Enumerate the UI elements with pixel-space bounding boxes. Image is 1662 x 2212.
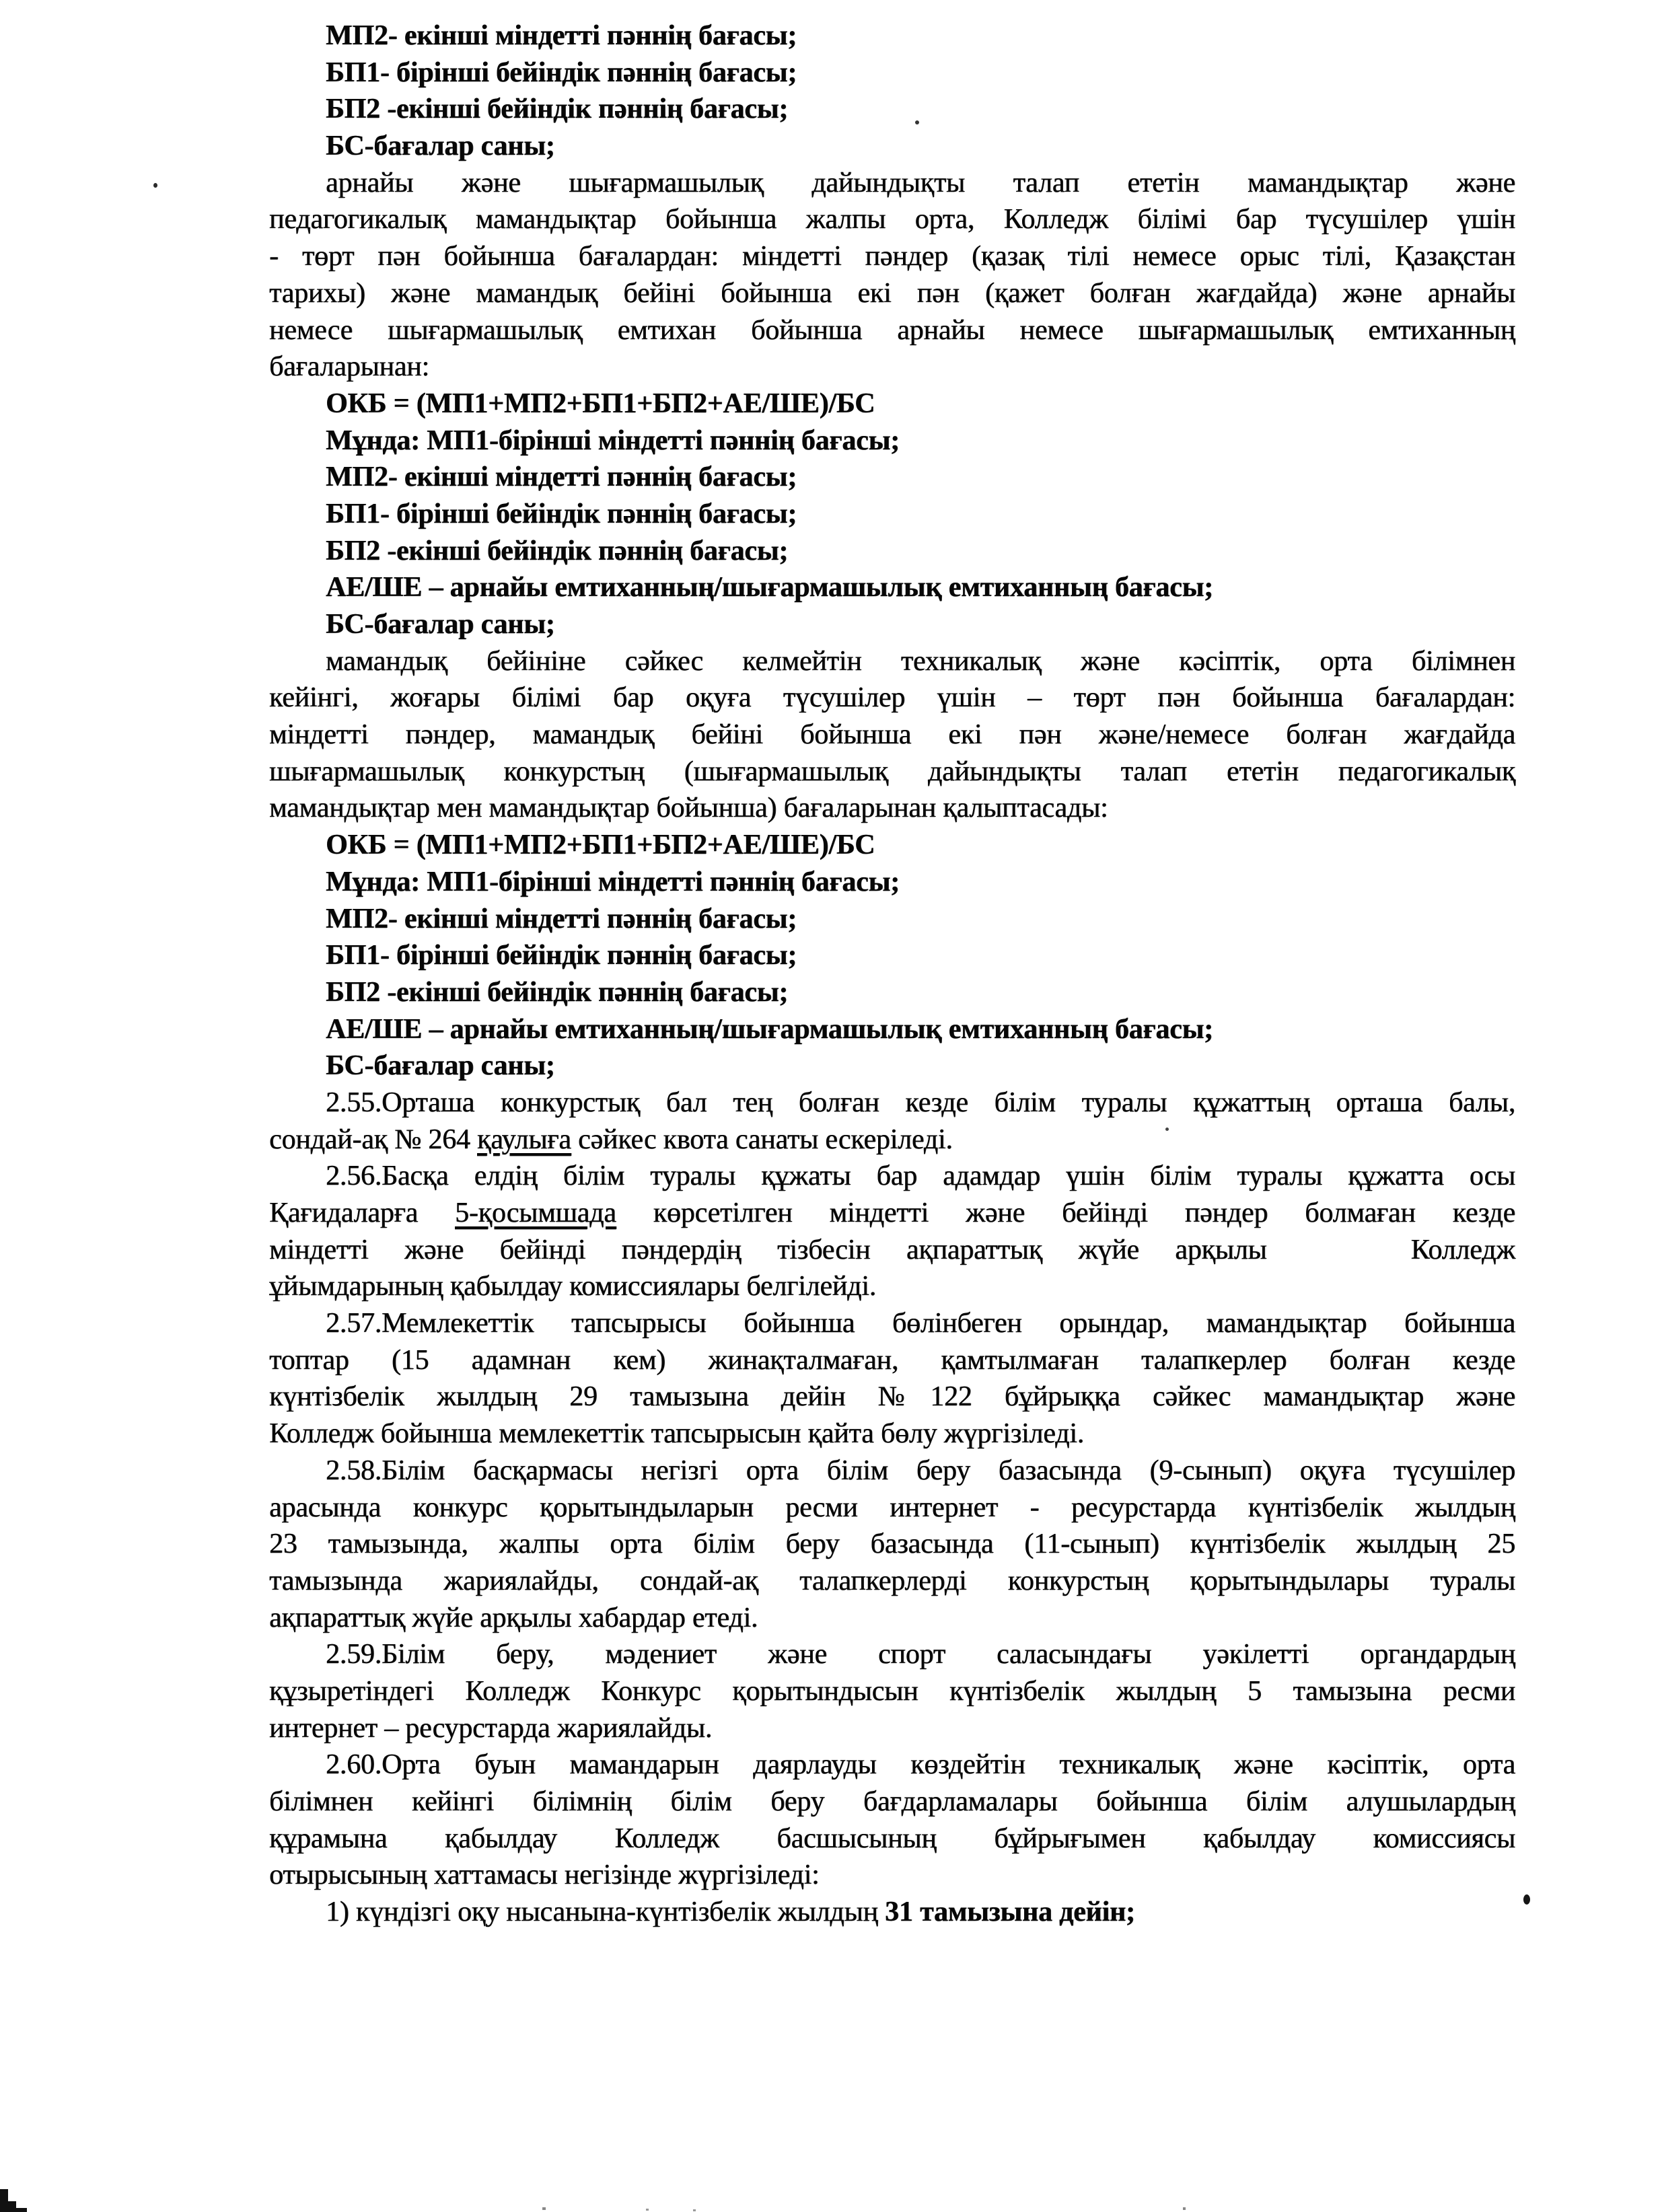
text-line — [269, 1452, 1515, 1489]
text-run: МП2- екінші міндетті пәннің бағасы; — [326, 903, 797, 934]
text-line — [269, 1526, 1515, 1563]
text-line — [269, 790, 1515, 827]
edge-speck — [646, 2209, 649, 2211]
text-line — [269, 1783, 1515, 1820]
text-run: кейінгі, жоғары білімі бар оқуға түсушілер үшін – төрт пән бойынша бағалардан: — [269, 682, 1515, 714]
text-run: ОКБ = (МП1+МП2+БП1+БП2+АЕ/ШЕ)/БС — [326, 830, 875, 861]
text-run: ұйымдарының қабылдау комиссиялары белгілейді. — [269, 1271, 876, 1302]
text-line — [269, 1195, 1515, 1232]
text-line — [269, 1011, 1515, 1048]
text-line — [269, 1489, 1515, 1526]
text-run: ақпараттық жүйе арқылы хабардар етеді. — [269, 1602, 758, 1633]
text-line — [269, 1673, 1515, 1710]
text-line — [269, 385, 1515, 422]
text-run: АЕ/ШЕ – арнайы емтиханның/шығармашылық емтиханның бағасы; — [326, 1013, 1213, 1045]
text-run: арасында конкурс қорытындыларын ресми интернет - ресурстарда күнтізбелік жылдың — [269, 1491, 1515, 1523]
text-run: 1) күндізгі оқу нысанына-күнтізбелік жылдың — [326, 1896, 886, 1928]
text-run: БП1- бірінші бейіндік пәннің бағасы; — [326, 940, 797, 971]
text-run: мамандықтар мен мамандықтар бойынша) бағаларынан қалыптасады: — [269, 792, 1108, 824]
text-line — [269, 1563, 1515, 1600]
text-run: 2.60.Орта буын мамандарын даярлауды көздейтін техникалық және кәсіптік, орта — [326, 1749, 1515, 1781]
text-line — [269, 569, 1515, 606]
corner-ink-blob — [0, 2208, 27, 2212]
text-run: БП2 -екінші бейіндік пәннің бағасы; — [326, 535, 789, 566]
text-line — [269, 165, 1515, 202]
text-run: сондай-ақ № 264 — [269, 1123, 478, 1155]
text-line — [269, 1636, 1515, 1673]
text-run: интернет – ресурстарда жариялайды. — [269, 1712, 713, 1744]
stray-dot — [915, 120, 919, 124]
text-line — [269, 827, 1515, 864]
edge-speck — [1183, 2207, 1186, 2210]
text-run: 31 тамызына дейін; — [885, 1896, 1135, 1928]
text-line — [269, 1158, 1515, 1195]
text-run: топтар (15 адамнан кем) жинақталмаған, қамтылмаған талапкерлер болған кезде — [269, 1344, 1515, 1376]
text-run: Колледж бойынша мемлекеттік тапсырысын қайта бөлу жүргізіледі. — [269, 1418, 1085, 1450]
stray-dot — [153, 183, 157, 188]
text-line — [269, 1820, 1515, 1857]
text-run: 23 тамызында, жалпы орта білім беру базасында (11-сынып) күнтізбелік жылдың 25 — [269, 1528, 1515, 1560]
text-line — [269, 1600, 1515, 1637]
text-run: АЕ/ШЕ – арнайы емтиханның/шығармашылық емтиханның бағасы; — [326, 572, 1213, 603]
text-run: 2.59.Білім беру, мәдениет және спорт саласындағы уәкілетті органдардың — [326, 1639, 1515, 1670]
text-run: - төрт пән бойынша бағалардан: міндетті пәндер (қазақ тілі немесе орыс тілі, Қазақстан — [269, 241, 1515, 272]
text-run: бағаларынан: — [269, 351, 429, 383]
text-line — [269, 312, 1515, 349]
text-run: көрсетілген міндетті және бейінді пәндер болмаған кезде — [616, 1197, 1516, 1228]
text-line — [269, 1894, 1515, 1931]
text-run: тамызында жариялайды, сондай-ақ талапкерлерді конкурстың қорытындылары туралы — [269, 1565, 1515, 1596]
text-line — [269, 901, 1515, 938]
text-run: отырысының хаттамасы негізінде жүргізіледі: — [269, 1859, 820, 1891]
text-line — [269, 1415, 1515, 1452]
text-run: ОКБ = (МП1+МП2+БП1+БП2+АЕ/ШЕ)/БС — [326, 388, 875, 419]
text-run: педагогикалық мамандықтар бойынша жалпы орта, Колледж білімі бар түсушілер үшін — [269, 204, 1515, 235]
text-run: құзыретіндегі Колледж Конкурс қорытындысын күнтізбелік жылдың 5 тамызына ресми — [269, 1675, 1515, 1707]
text-line — [269, 643, 1515, 680]
text-run: Мұнда: МП1-бірінші міндетті пәннің бағасы; — [326, 425, 900, 456]
text-run: Мұнда: МП1-бірінші міндетті пәннің бағасы; — [326, 866, 900, 897]
text-line — [269, 753, 1515, 790]
text-run: МП2- екінші міндетті пәннің бағасы; — [326, 20, 797, 51]
text-line — [269, 459, 1515, 496]
text-run: МП2- екінші міндетті пәннің бағасы; — [326, 462, 797, 493]
text-run: 2.56.Басқа елдің білім туралы құжаты бар адамдар үшін білім туралы құжатта осы — [326, 1160, 1515, 1192]
text-run: күнтізбелік жылдың 29 тамызына дейін №122 бұйрыққа сәйкес мамандықтар және — [269, 1381, 1515, 1413]
text-line — [269, 974, 1515, 1011]
text-run: БС-бағалар саны; — [326, 131, 555, 162]
text-run: 2.57.Мемлекеттік тапсырысы бойынша бөлінбеген орындар, мамандықтар бойынша — [326, 1308, 1515, 1339]
text-run: арнайы және шығармашылық дайындықты талап ететін мамандықтар және — [326, 167, 1515, 198]
text-run: сәйкес квота санаты ескеріледі. — [571, 1123, 953, 1155]
edge-speck — [542, 2207, 546, 2210]
text-line — [269, 422, 1515, 459]
text-run: 2.55.Орташа конкурстық бал тең болған кезде білім туралы құжаттың орташа балы, — [326, 1086, 1515, 1118]
text-run: құрамына қабылдау Колледж басшысының бұйрығымен қабылдау комиссиясы — [269, 1822, 1515, 1854]
text-line — [269, 533, 1515, 570]
stray-dot — [1165, 1128, 1169, 1131]
text-line — [269, 1710, 1515, 1747]
text-run: міндетті және бейінді пәндердің тізбесін ақпараттық жүйе арқылы Колледж — [269, 1234, 1515, 1265]
text-run: шығармашылық конкурстың (шығармашылық дайындықты талап ететін педагогикалық — [269, 755, 1515, 787]
text-line — [269, 864, 1515, 901]
text-line — [269, 606, 1515, 643]
text-line — [269, 1342, 1515, 1379]
text-line — [269, 1378, 1515, 1415]
text-line — [269, 128, 1515, 165]
text-line — [269, 238, 1515, 275]
text-run: білімнен кейінгі білімнің білім беру бағдарламалары бойынша білім алушылардың — [269, 1786, 1515, 1817]
text-line — [269, 1746, 1515, 1783]
text-line — [269, 937, 1515, 974]
text-run: міндетті пәндер, мамандық бейіні бойынша екі пән және/немесе болған жағдайда — [269, 719, 1515, 751]
text-line — [269, 1268, 1515, 1305]
text-line — [269, 1232, 1515, 1269]
text-line — [269, 348, 1515, 385]
underlined-reference: қаулыға — [477, 1123, 571, 1155]
text-line — [269, 275, 1515, 312]
text-line — [269, 679, 1515, 716]
text-line — [269, 17, 1515, 54]
text-line — [269, 1857, 1515, 1894]
text-run: БП2 -екінші бейіндік пәннің бағасы; — [326, 94, 789, 125]
text-line — [269, 54, 1515, 91]
text-line — [269, 1121, 1515, 1158]
text-run: мамандық бейініне сәйкес келмейтін техникалық және кәсіптік, орта білімнен — [326, 645, 1515, 677]
document-text-block — [269, 17, 1515, 1931]
text-line — [269, 201, 1515, 238]
edge-speck — [693, 2209, 696, 2211]
text-run: Қағидаларға — [269, 1197, 456, 1228]
underlined-reference: 5-қосымшада — [455, 1197, 616, 1228]
text-line — [269, 1047, 1515, 1084]
ink-blot — [1523, 1894, 1530, 1905]
text-run: БП1- бірінші бейіндік пәннің бағасы; — [326, 498, 797, 529]
text-line — [269, 716, 1515, 753]
text-run: немесе шығармашылық емтихан бойынша арнайы немесе шығармашылық емтиханның — [269, 314, 1515, 346]
text-run: 2.58.Білім басқармасы негізгі орта білім беру базасында (9-сынып) оқуға түсушілер — [326, 1454, 1515, 1486]
text-run: БС-бағалар саны; — [326, 609, 555, 640]
text-line — [269, 1084, 1515, 1121]
text-run: тарихы) және мамандық бейіні бойынша екі пән (қажет болған жағдайда) және арнайы — [269, 277, 1515, 309]
text-line — [269, 1305, 1515, 1342]
text-run: БС-бағалар саны; — [326, 1050, 555, 1082]
text-line — [269, 496, 1515, 533]
text-run: БП1- бірінші бейіндік пәннің бағасы; — [326, 57, 797, 88]
text-line — [269, 91, 1515, 128]
text-run: БП2 -екінші бейіндік пәннің бағасы; — [326, 976, 789, 1008]
